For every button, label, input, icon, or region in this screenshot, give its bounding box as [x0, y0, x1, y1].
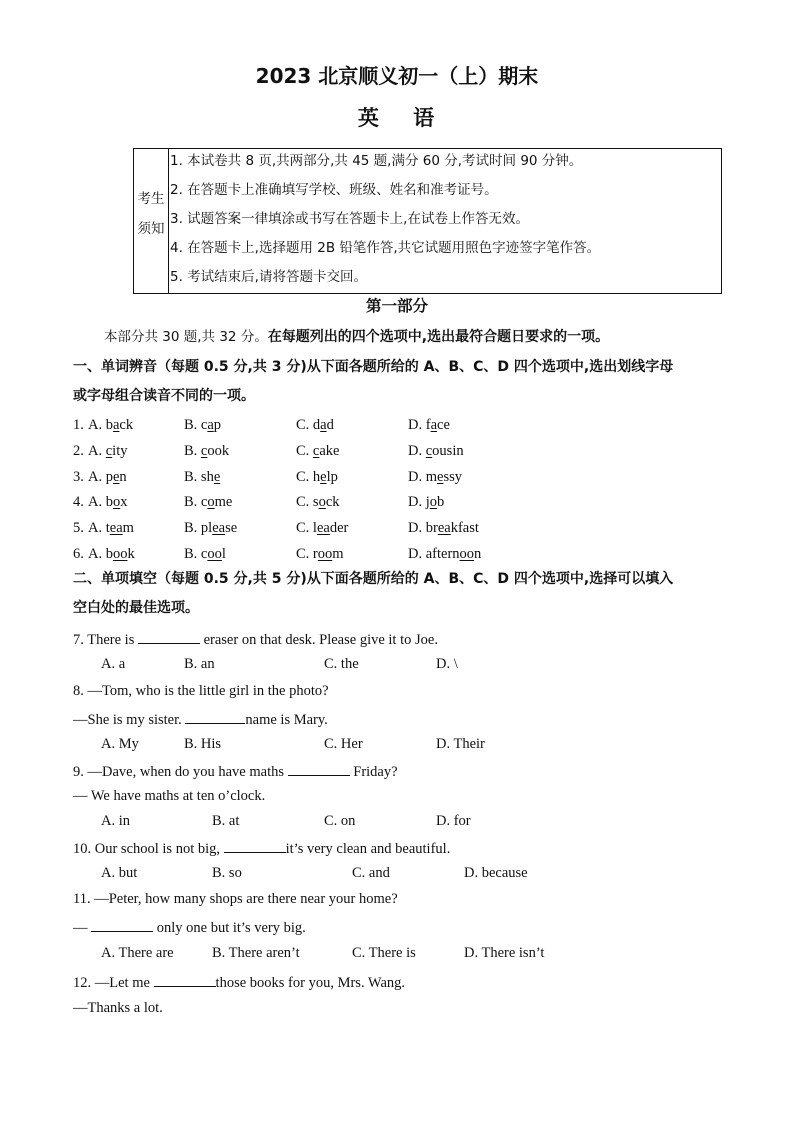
- underlined-letters: o: [207, 494, 215, 510]
- answer-blank: [91, 919, 153, 932]
- question-10-stem-end: it’s very clean and beautiful.: [285, 841, 451, 857]
- word-suffix: me: [214, 494, 233, 510]
- option-d: [408, 521, 479, 536]
- option-letter: A.: [88, 520, 103, 536]
- option-b: [184, 470, 220, 485]
- q9-option-c: C. on: [324, 813, 356, 829]
- page-title: 2023 北京顺义初一（上）期末: [255, 64, 539, 88]
- underlined-letters: c: [200, 443, 208, 459]
- underlined-letters: ea: [109, 520, 123, 536]
- option-letter: D.: [408, 520, 423, 536]
- q11-option-b: B. There aren’t: [212, 945, 300, 961]
- word-prefix: b: [105, 417, 113, 433]
- q11-option-a: A. There are: [101, 945, 174, 961]
- underlined-letters: oo: [207, 546, 222, 562]
- option-letter: B.: [184, 520, 198, 536]
- subject-title: 英 语: [357, 106, 437, 130]
- underlined-letters: o: [429, 494, 438, 510]
- section1-heading-line2: 或字母组合读音不同的一项。: [73, 388, 255, 404]
- option-a: [88, 470, 127, 485]
- option-c: [296, 521, 348, 536]
- option-letter: C.: [296, 443, 310, 459]
- option-a: [88, 418, 133, 433]
- word-prefix: sh: [200, 469, 214, 485]
- q8-option-b: B. His: [184, 736, 222, 752]
- underlined-letters: oo: [317, 546, 333, 562]
- word-prefix: br: [425, 520, 438, 536]
- word-prefix: b: [105, 494, 113, 510]
- option-letter: A.: [88, 417, 103, 433]
- question-8-stem-end: name is Mary.: [245, 712, 328, 728]
- word-suffix: ck: [119, 417, 134, 433]
- question-12-stem: 12. —Let me: [73, 975, 150, 991]
- q8-option-d: D. Their: [436, 736, 485, 752]
- notice-label-line2: 须知: [137, 221, 165, 237]
- answer-blank: [138, 631, 200, 644]
- question-10-stem: 10. Our school is not big,: [73, 841, 221, 857]
- question-12-stem-end: those books for you, Mrs. Wang.: [215, 975, 406, 991]
- option-a: [88, 444, 127, 459]
- option-b: [184, 418, 221, 433]
- word-prefix: c: [200, 546, 208, 562]
- question-7-stem-end: eraser on that desk. Please give it to Joe.: [203, 632, 438, 648]
- option-letter: C.: [296, 520, 310, 536]
- option-d: [408, 547, 481, 562]
- notice-item: 5. 考试结束后,请将答题卡交回。: [170, 269, 367, 285]
- q8-option-c: C. Her: [324, 736, 363, 752]
- underlined-letters: e: [213, 469, 221, 485]
- word-prefix: t: [105, 520, 110, 536]
- notice-item: 2. 在答题卡上准确填写学校、班级、姓名和准考证号。: [170, 182, 498, 198]
- option-letter: C.: [296, 546, 310, 562]
- q8-option-a: A. My: [101, 736, 139, 752]
- option-letter: A.: [88, 494, 103, 510]
- underlined-letters: oo: [112, 546, 128, 562]
- q9-option-d: D. for: [436, 813, 471, 829]
- word-suffix: x: [120, 494, 128, 510]
- question-8-stem: —She is my sister.: [73, 712, 182, 728]
- word-suffix: b: [437, 494, 445, 510]
- underlined-letters: c: [105, 443, 113, 459]
- underlined-letters: c: [312, 443, 320, 459]
- underlined-letters: ea: [316, 520, 330, 536]
- word-prefix: j: [425, 494, 430, 510]
- option-c: [296, 470, 338, 485]
- word-suffix: se: [225, 520, 238, 536]
- question-number: 1.: [73, 417, 84, 433]
- option-a: [88, 521, 134, 536]
- section1-heading-line1: 一、单词辨音（每题 0.5 分,共 3 分)从下面各题所给的 A、B、C、D 四个选项中,选出划线字母: [73, 359, 674, 375]
- answer-blank: [224, 840, 286, 853]
- option-letter: D.: [408, 494, 423, 510]
- question-11-stem-end: only one but it’s very big.: [156, 920, 306, 936]
- word-suffix: m: [332, 546, 344, 562]
- option-c: [296, 444, 339, 459]
- q10-option-b: B. so: [212, 865, 242, 881]
- answer-blank: [288, 763, 350, 776]
- underlined-letters: a: [207, 417, 214, 433]
- option-letter: B.: [184, 494, 198, 510]
- q10-option-d: D. because: [464, 865, 528, 881]
- option-a: [88, 547, 135, 562]
- word-suffix: l: [221, 546, 226, 562]
- word-suffix: lp: [326, 469, 338, 485]
- option-letter: B.: [184, 469, 198, 485]
- option-letter: A.: [88, 469, 103, 485]
- q11-option-c: C. There is: [352, 945, 416, 961]
- question-9-stem: 9. —Dave, when do you have maths: [73, 764, 285, 780]
- option-b: [184, 547, 226, 562]
- question-11-line1: 11. —Peter, how many shops are there near your home?: [73, 891, 398, 907]
- question-number: 3.: [73, 469, 84, 485]
- word-prefix: m: [425, 469, 438, 485]
- word-suffix: ity: [112, 443, 128, 459]
- word-prefix: l: [312, 520, 317, 536]
- word-prefix: c: [200, 417, 208, 433]
- question-number: 5.: [73, 520, 84, 536]
- underlined-letters: e: [112, 469, 120, 485]
- word-suffix: kfast: [450, 520, 479, 536]
- notice-divider: [168, 149, 169, 293]
- word-prefix: c: [200, 494, 208, 510]
- word-suffix: ook: [207, 443, 230, 459]
- answer-blank: [185, 711, 245, 724]
- word-suffix: ousin: [432, 443, 464, 459]
- option-letter: C.: [296, 494, 310, 510]
- option-letter: B.: [184, 417, 198, 433]
- notice-box: [133, 148, 722, 294]
- q7-option-d: D. \: [436, 656, 458, 672]
- question-8-line2: [73, 711, 328, 728]
- question-12-line1: [73, 974, 405, 991]
- q10-option-a: A. but: [101, 865, 138, 881]
- question-number: 6.: [73, 546, 84, 562]
- q7-option-b: B. an: [184, 656, 215, 672]
- underlined-letters: o: [112, 494, 121, 510]
- word-suffix: k: [127, 546, 135, 562]
- question-11-line2: [73, 919, 306, 936]
- word-prefix: b: [105, 546, 113, 562]
- part1-intro: [104, 330, 609, 345]
- word-suffix: n: [119, 469, 127, 485]
- word-prefix: f: [425, 417, 431, 433]
- option-letter: D.: [408, 417, 423, 433]
- question-9-line2: — We have maths at ten o’clock.: [73, 788, 266, 804]
- option-letter: D.: [408, 443, 423, 459]
- word-prefix: pl: [200, 520, 213, 536]
- word-suffix: ce: [437, 417, 450, 433]
- word-prefix: s: [312, 494, 319, 510]
- word-suffix: m: [122, 520, 134, 536]
- option-letter: D.: [408, 469, 423, 485]
- word-suffix: der: [329, 520, 349, 536]
- option-c: [296, 495, 340, 510]
- option-letter: A.: [88, 443, 103, 459]
- word-prefix: h: [312, 469, 321, 485]
- question-7-stem: 7. There is: [73, 632, 135, 648]
- word-prefix: aftern: [425, 546, 460, 562]
- option-d: [408, 418, 450, 433]
- underlined-letters: e: [437, 469, 444, 485]
- underlined-letters: oo: [459, 546, 475, 562]
- section2-heading-line1: 二、单项填空（每题 0.5 分,共 5 分)从下面各题所给的 A、B、C、D 四个选项中,选择可以填入: [73, 571, 674, 587]
- notice-item: 3. 试题答案一律填涂或书写在答题卡上,在试卷上作答无效。: [170, 211, 529, 227]
- option-d: [408, 444, 464, 459]
- question-9-line1: [73, 763, 398, 780]
- word-suffix: n: [474, 546, 482, 562]
- word-suffix: d: [326, 417, 334, 433]
- option-c: [296, 418, 334, 433]
- word-prefix: p: [105, 469, 113, 485]
- q7-option-c: C. the: [324, 656, 359, 672]
- q10-option-c: C. and: [352, 865, 390, 881]
- underlined-letters: ea: [212, 520, 226, 536]
- question-7: [73, 631, 438, 648]
- underlined-letters: c: [425, 443, 433, 459]
- notice-label-line1: 考生: [137, 191, 165, 207]
- option-b: [184, 444, 229, 459]
- question-12-line2: —Thanks a lot.: [73, 1000, 163, 1016]
- section2-heading-line2: 空白处的最佳选项。: [73, 600, 199, 616]
- underlined-letters: ea: [437, 520, 451, 536]
- underlined-letters: o: [318, 494, 326, 510]
- question-number: 4.: [73, 494, 84, 510]
- option-d: [408, 495, 444, 510]
- question-11-dash: —: [73, 920, 88, 936]
- answer-blank: [154, 974, 216, 987]
- part1-intro-bold: 在每题列出的四个选项中,选出最符合题日要求的一项。: [267, 329, 610, 345]
- q11-option-d: D. There isn’t: [464, 945, 545, 961]
- word-suffix: ssy: [443, 469, 462, 485]
- option-b: [184, 495, 232, 510]
- underlined-letters: a: [112, 417, 120, 433]
- underlined-letters: a: [430, 417, 438, 433]
- option-a: [88, 495, 127, 510]
- option-letter: C.: [296, 417, 310, 433]
- option-letter: A.: [88, 546, 103, 562]
- q9-option-b: B. at: [212, 813, 240, 829]
- question-9-stem-end: Friday?: [353, 764, 398, 780]
- part1-intro-prefix: 本部分共 30 题,共 32 分。: [104, 329, 268, 345]
- option-letter: B.: [184, 443, 198, 459]
- option-c: [296, 547, 344, 562]
- underlined-letters: a: [320, 417, 327, 433]
- q9-option-a: A. in: [101, 813, 130, 829]
- word-prefix: d: [312, 417, 321, 433]
- word-suffix: ck: [325, 494, 340, 510]
- question-8-line1: 8. —Tom, who is the little girl in the photo?: [73, 683, 329, 699]
- option-b: [184, 521, 237, 536]
- word-suffix: p: [213, 417, 222, 433]
- option-d: [408, 470, 462, 485]
- notice-item: 4. 在答题卡上,选择题用 2B 铅笔作答,共它试题用照色字迹签字笔作答。: [170, 240, 601, 256]
- underlined-letters: e: [320, 469, 327, 485]
- word-prefix: r: [312, 546, 318, 562]
- option-letter: D.: [408, 546, 423, 562]
- q7-option-a: A. a: [101, 656, 126, 672]
- question-number: 2.: [73, 443, 84, 459]
- notice-item: 1. 本试卷共 8 页,共两部分,共 45 题,满分 60 分,考试时间 90 分钟。: [170, 153, 583, 169]
- question-10: [73, 840, 450, 857]
- option-letter: B.: [184, 546, 198, 562]
- option-letter: C.: [296, 469, 310, 485]
- word-suffix: ake: [319, 443, 340, 459]
- part1-heading: 第一部分: [365, 297, 428, 315]
